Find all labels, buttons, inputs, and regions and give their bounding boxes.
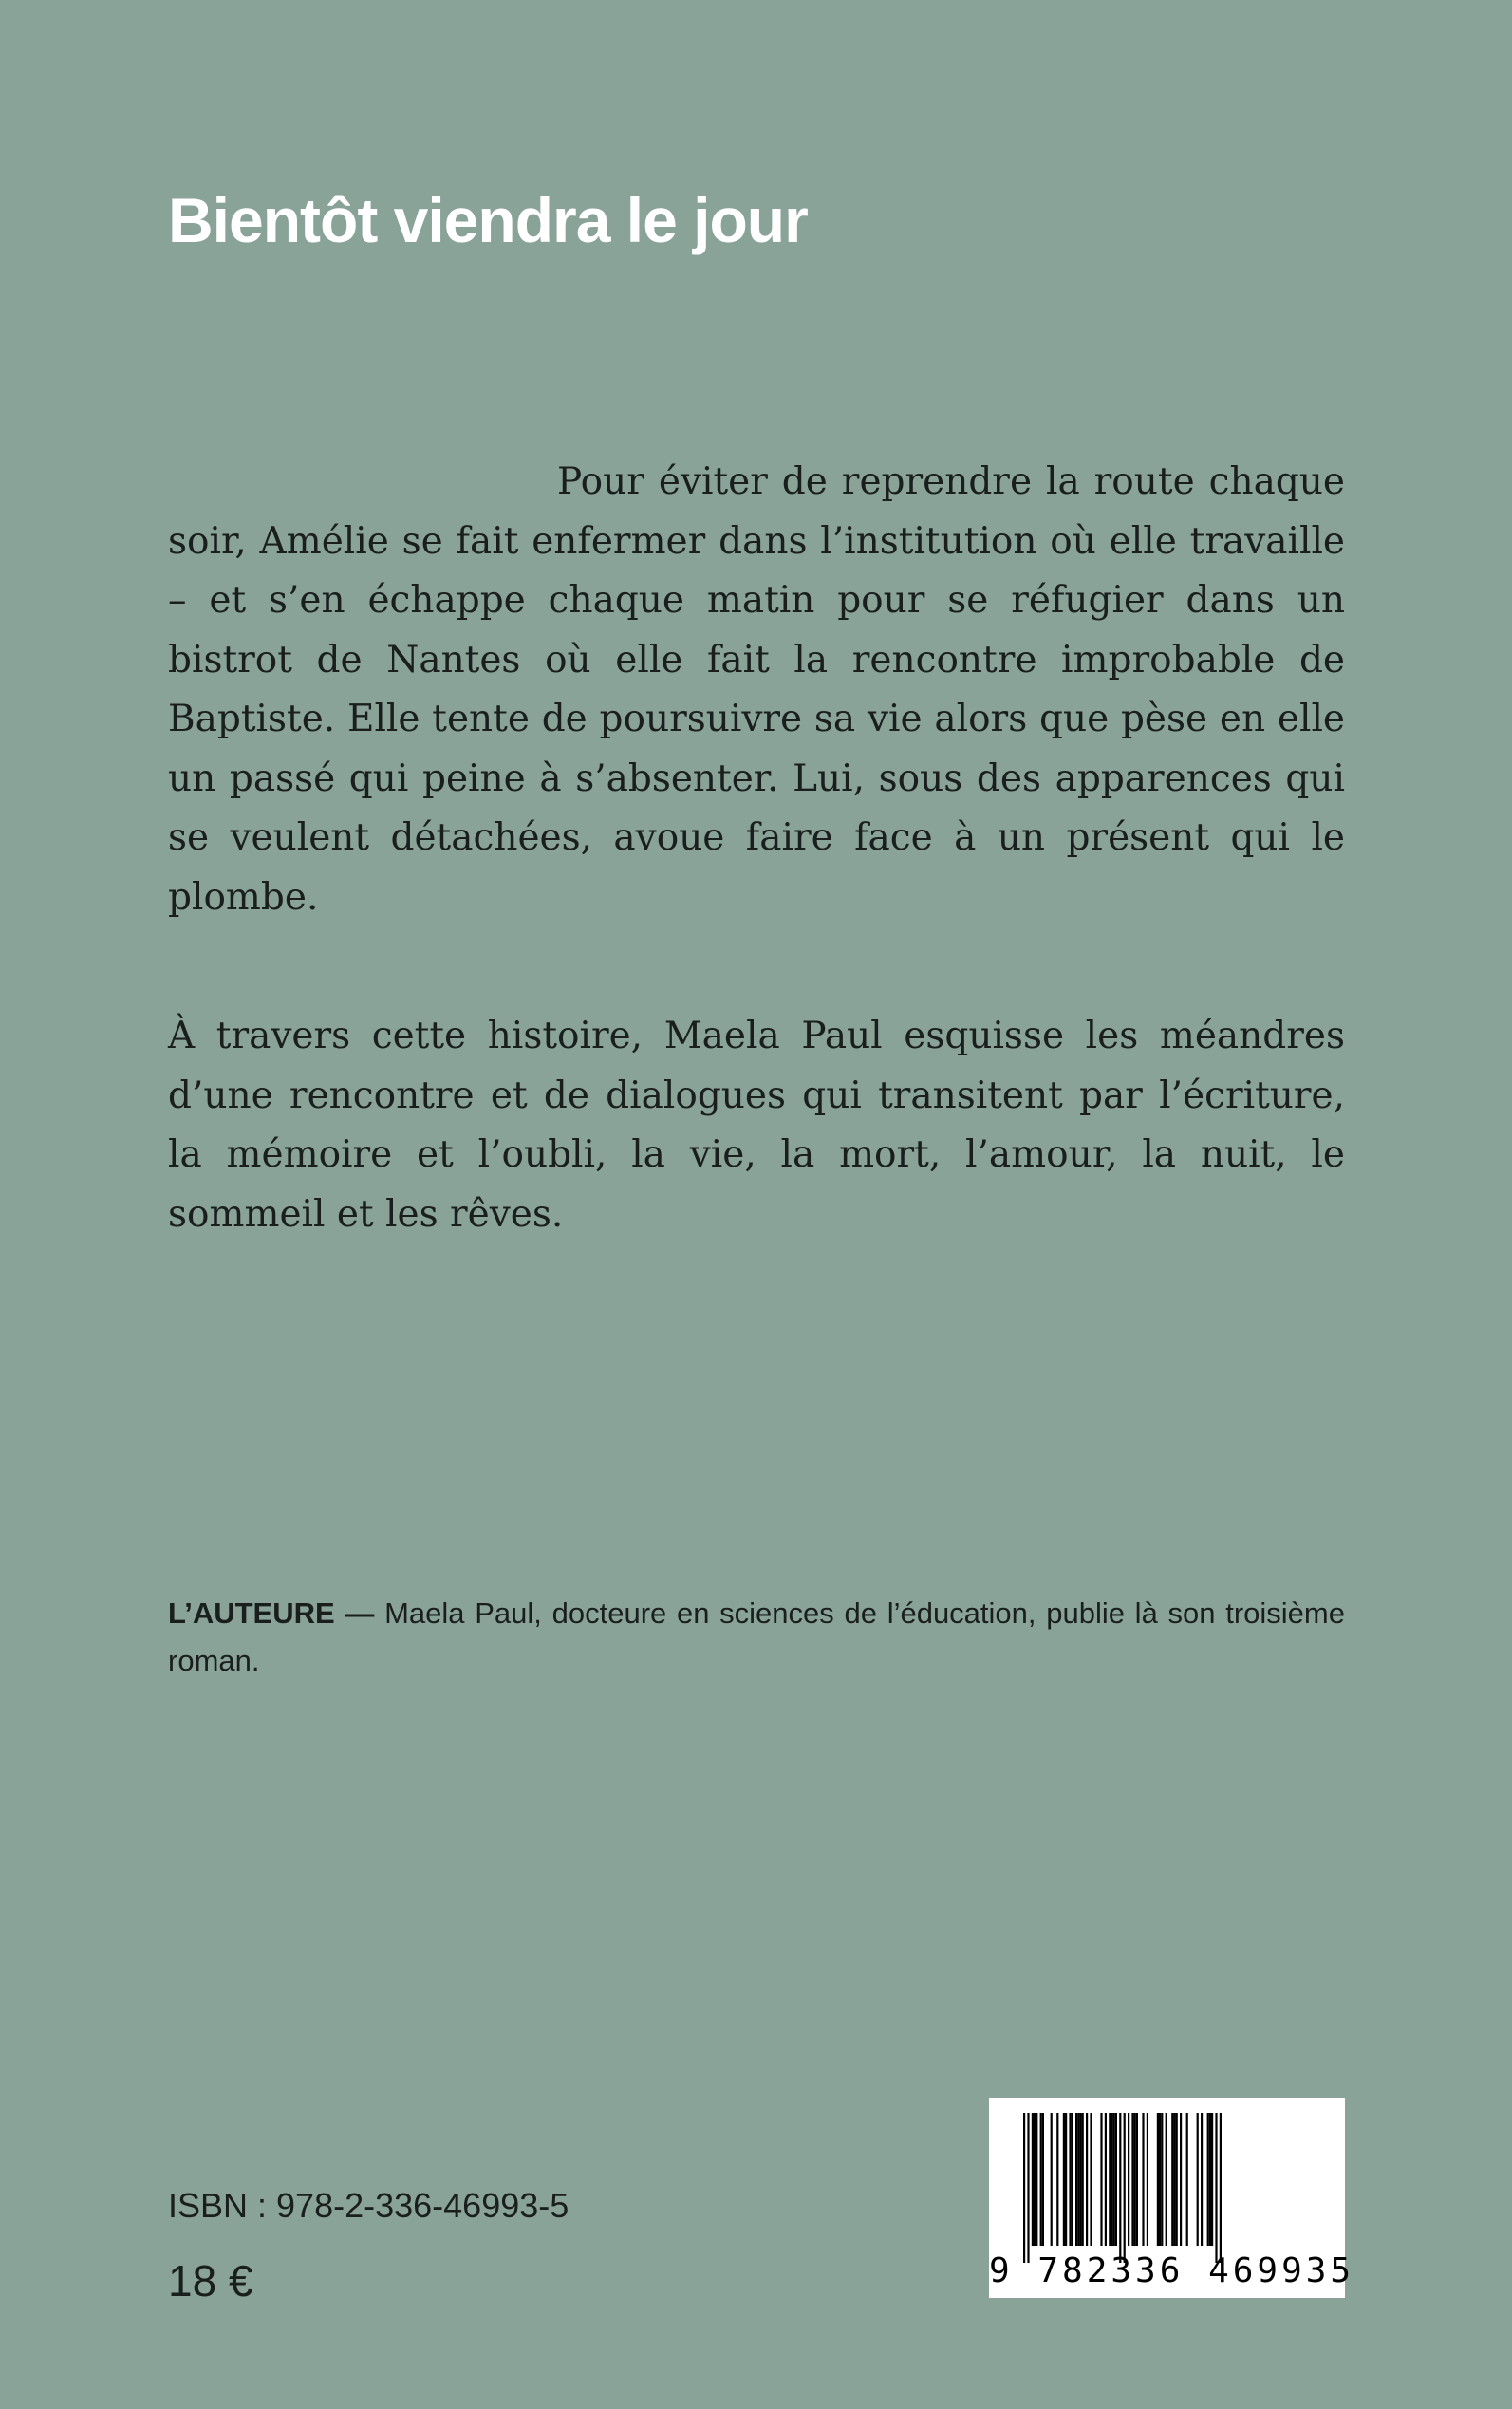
barcode-bar	[1180, 2113, 1182, 2246]
barcode-bar	[1034, 2113, 1036, 2246]
barcode-bar	[1082, 2113, 1084, 2246]
barcode-bar	[1056, 2113, 1058, 2246]
barcode-bar	[1201, 2113, 1203, 2246]
barcode-bar	[1023, 2113, 1025, 2263]
barcode-bar	[1100, 2113, 1102, 2246]
barcode-bar	[1079, 2113, 1081, 2246]
barcode-bar	[1065, 2113, 1067, 2246]
price: 18 €	[168, 2256, 253, 2306]
barcode-bar	[1166, 2113, 1167, 2246]
barcode-bar	[1124, 2113, 1126, 2263]
barcode-bar	[1111, 2113, 1112, 2246]
barcode-bar	[1186, 2113, 1188, 2246]
barcode-bar	[1105, 2113, 1107, 2246]
barcode-bar	[1128, 2113, 1129, 2246]
barcode-bar	[1090, 2113, 1092, 2246]
barcode-bar	[1209, 2113, 1211, 2246]
author-label: L’AUTEURE —	[168, 1597, 375, 1630]
barcode-bar	[1063, 2113, 1065, 2246]
author-bio-text: Maela Paul, docteure en sciences de l’éducation, publie là son troisième roman.	[168, 1597, 1345, 1677]
barcode-bar	[1086, 2113, 1088, 2246]
barcode-bar	[1157, 2113, 1159, 2246]
barcode-bar	[1115, 2113, 1117, 2246]
barcode-bar	[1042, 2113, 1044, 2246]
barcode-bar	[1069, 2113, 1071, 2246]
barcode-bar	[1075, 2113, 1077, 2246]
barcode-bar	[1072, 2113, 1073, 2246]
blurb-paragraph-1: Pour éviter de reprendre la route chaque soir, Amélie se fait enfermer dans l’institution où elle travaille – et s’en échappe chaque matin pour se réfugier dans un bistrot de Nantes où elle fait la rencontre improbable de Baptiste. Elle tente de poursuivre sa vie alors que pèse en elle un passé qui peine à s’absenter. Lui, sous des apparences qui se veulent détachées, avoue faire face à un présent qui le plombe.	[168, 460, 1345, 919]
blurb-paragraph-2: À travers cette histoire, Maela Paul esquisse les méandres d’une rencontre et de dialogues qui transitent par l’écriture, la mémoire et l’oubli, la vie, la mort, l’amour, la nuit, le sommeil et les rêves.	[168, 1015, 1345, 1236]
barcode-bar	[1077, 2113, 1079, 2246]
barcode-bar	[1207, 2113, 1209, 2246]
barcode-bar	[1134, 2113, 1136, 2246]
barcode-bar	[1171, 2113, 1173, 2246]
barcode-bar	[1159, 2113, 1161, 2246]
barcode-bar	[1027, 2113, 1029, 2263]
barcode-bar	[1136, 2113, 1138, 2246]
barcode-bar	[1109, 2113, 1111, 2246]
barcode-bar	[1147, 2113, 1148, 2246]
barcode-bar	[1119, 2113, 1121, 2263]
barcode-bar	[1036, 2113, 1037, 2246]
barcode-bar	[1197, 2113, 1199, 2246]
barcode-bar	[1051, 2113, 1053, 2246]
barcode-bar	[1173, 2113, 1175, 2246]
barcode-bar	[1176, 2113, 1178, 2246]
barcode-bar	[1211, 2113, 1213, 2246]
book-title: Bientôt viendra le jour	[168, 185, 808, 255]
barcode-bar	[1040, 2113, 1042, 2246]
barcode-bar	[1032, 2113, 1034, 2246]
barcode-bar	[1161, 2113, 1163, 2246]
barcode-bar	[1113, 2113, 1115, 2246]
barcode-bar	[1131, 2113, 1133, 2246]
barcode-bar	[1142, 2113, 1144, 2246]
barcode-digits: 9 782336 469935	[989, 2251, 1355, 2290]
barcode-bar	[1220, 2113, 1222, 2263]
barcode-bar	[1215, 2113, 1217, 2263]
author-bio	[168, 1590, 1345, 1685]
isbn: ISBN : 978-2-336-46993-5	[168, 2186, 569, 2225]
barcode	[989, 2098, 1355, 2298]
